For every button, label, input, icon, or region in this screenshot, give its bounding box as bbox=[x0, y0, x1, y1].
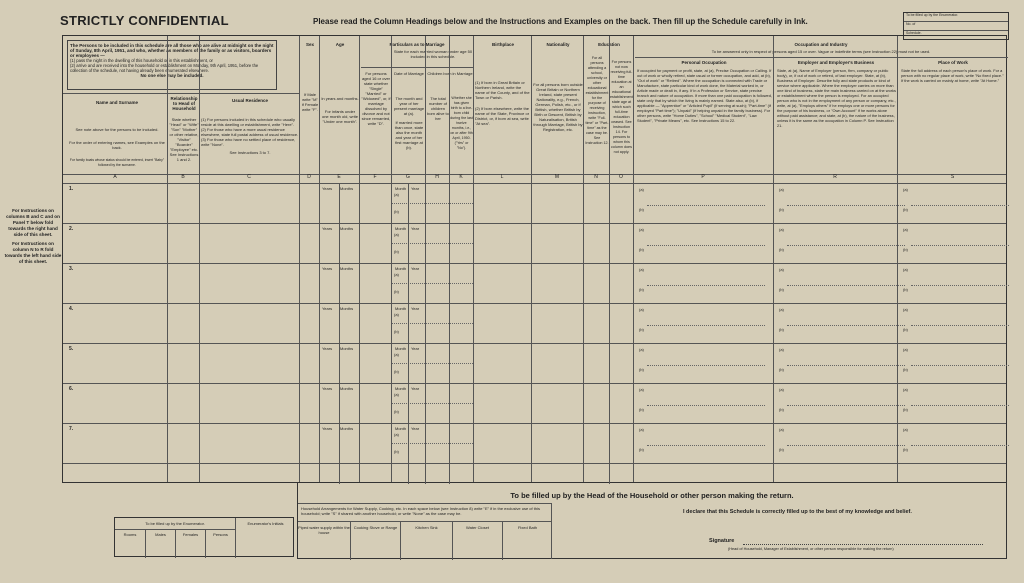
column-divider bbox=[473, 36, 474, 482]
occupation-a-label: (a) bbox=[779, 187, 784, 192]
personal-occupation-note: If occupied for payment or profit, state, at (a), Precise Occupation or Calling. If out of work or wholly retired, state usual or former occupation, and add, at (b), "Out of work" or "Retired". Where the occupation is connected with Trade or Manufacture, state particular kind of work done, the Material worked in, or Article made or dealt in, if any. If in a Profession or Service, state precise branch and nature of occupation. If more than one paid occupation is followed, state only that by which the living is mainly earned. State also, at (b), if applicable — "Apprentice" or "Articled Pupil" (if serving at such); "Part-time" (if employed "Part time"); "Unpaid" (if helping unpaid in the family business). For other persons, write "Home Duties", "School" "Medical Student", "Law Student", "Private Means", etc. See Instructions 15 to 22. bbox=[637, 68, 772, 123]
row-number: 3. bbox=[69, 266, 74, 272]
birthplace-note bbox=[475, 80, 531, 126]
age-years-label: Years bbox=[322, 266, 333, 271]
entry-dotted-line[interactable] bbox=[647, 245, 765, 246]
persons-rule-3: No one else may be included. bbox=[140, 73, 204, 78]
row-number: 5. bbox=[69, 346, 74, 352]
marriage-year-label: Year bbox=[411, 266, 420, 271]
occupation-b-label: (b) bbox=[903, 207, 908, 212]
birthplace-heading: Birthplace bbox=[491, 42, 514, 47]
marriage-row-split bbox=[391, 203, 473, 204]
schedule-table bbox=[62, 35, 1007, 483]
employer-note: State, at (a), Name of Employer (person, firm, company or public body), or, if out of work or retired, of last employer. State, at (b), Business of Employer. Describe fully and state products or kind of service where applicable. Where the employer carries on more than one kind of business, state the main business carried on at the works or establishment where the person is employed. For an occupied person who is not in the employment of any person or company, etc., write, at (a), "Employs others" if he employs one or more persons for the purpose of his business, or "Own Account" if he works alone without paid assistance; and state, at (b), the nature of the business, unless it is the same as the occupation in Column P. See Instruction 21. bbox=[777, 68, 896, 128]
sub-column-divider bbox=[408, 183, 409, 484]
marriage-month-label: Month bbox=[395, 386, 407, 391]
sex-heading: Sex bbox=[305, 42, 314, 47]
sub-column-divider bbox=[449, 56, 450, 484]
enumerator-box-line: No. of bbox=[904, 22, 1008, 31]
children-whether: Whether she has given birth to a live-born child during the last twelve months, i.e., on or after 9th April, 1950. ("Yes" or "No"). bbox=[450, 96, 473, 150]
occupation-a-label: (a) bbox=[903, 187, 908, 192]
education-n-note: For all persons attending a school, university or other educational establishment for the purpose of receiving instruction, write "Full-time" or "Part-time" as the case may be. See Instruction 12. bbox=[585, 56, 609, 145]
age-note-2: For infants under one month old, write "Under one month". bbox=[321, 109, 359, 124]
marriage-year-label: Year bbox=[411, 306, 420, 311]
age-months-label: Months bbox=[340, 226, 354, 231]
fold-note-2: For Instructions on column N to R fold towards the left hand side of this sheet. bbox=[4, 241, 62, 264]
entry-dotted-line[interactable] bbox=[911, 205, 1009, 206]
column-letter-n: N bbox=[594, 174, 598, 180]
marriage-month-label: Month bbox=[395, 346, 407, 351]
occupation-a-label: (a) bbox=[903, 267, 908, 272]
occupation-b-label: (b) bbox=[903, 247, 908, 252]
enumerator-box-line: Schedule. bbox=[906, 31, 922, 35]
relationship-header bbox=[169, 96, 199, 162]
letter-rule bbox=[63, 183, 1006, 184]
persons-included-box bbox=[67, 40, 277, 90]
entry-dotted-line[interactable] bbox=[911, 365, 1009, 366]
age-years-label: Years bbox=[322, 386, 333, 391]
occupation-b-label: (b) bbox=[779, 207, 784, 212]
fold-instructions bbox=[4, 208, 62, 268]
usual-residence-header bbox=[201, 98, 299, 155]
age-note bbox=[321, 96, 359, 124]
column-divider bbox=[359, 36, 360, 482]
entry-dotted-line[interactable] bbox=[647, 365, 765, 366]
marriage-year-label: Year bbox=[411, 346, 420, 351]
occupation-b-label: (b) bbox=[779, 367, 784, 372]
column-letter-s: S bbox=[950, 174, 955, 180]
nationality-note: For all persons born outside Great Britain or Northern Ireland, state present Nationality, e.g., French, German, Polish, etc., or if British, whether British by Birth or Descent, British by Naturalisation, British through Marriage, British by Registration, etc. bbox=[533, 82, 583, 132]
usual-note-3: (3) For those who have no settled place of residence, write "None". bbox=[201, 137, 296, 147]
occupation-a-label: (a) bbox=[779, 427, 784, 432]
education-heading: Education bbox=[598, 42, 620, 47]
enumerator-title: To be filled up by the Enumerator. bbox=[145, 521, 205, 526]
column-divider bbox=[391, 36, 392, 482]
date-note-2: If married more than once, state also the month and year of her first marriage at (b). bbox=[394, 120, 424, 150]
birthplace-note-1: (1) If born in Great Britain or Northern Ireland, write the name of the County, and of the Town or Parish. bbox=[475, 80, 530, 100]
enum-females[interactable]: Females bbox=[175, 530, 205, 558]
column-divider bbox=[633, 36, 634, 482]
marriage-month-label: Month bbox=[395, 306, 407, 311]
age-months-label: Months bbox=[340, 306, 354, 311]
household-arrangements bbox=[298, 503, 552, 559]
relationship-heading: Relationship to Head of Household bbox=[170, 96, 198, 111]
column-divider bbox=[583, 36, 584, 482]
occupation-a-label: (a) bbox=[903, 307, 908, 312]
row-divider bbox=[63, 423, 1006, 424]
column-letter-p: P bbox=[701, 174, 705, 180]
occupation-b-label: (b) bbox=[779, 327, 784, 332]
occupation-b-label: (b) bbox=[903, 407, 908, 412]
age-years-label: Years bbox=[322, 346, 333, 351]
age-months-label: Months bbox=[340, 186, 354, 191]
row-number: 7. bbox=[69, 426, 74, 432]
occupation-a-label: (a) bbox=[779, 307, 784, 312]
marriage-b-label: (b) bbox=[394, 289, 399, 294]
children-total: The total number of children born alive to her bbox=[427, 96, 449, 121]
page-title: STRICTLY CONFIDENTIAL bbox=[60, 13, 229, 28]
row-number: 4. bbox=[69, 306, 74, 312]
usual-note-1: (1) For persons included in this schedule who usually reside at this dwelling or establishment, write "Here". bbox=[201, 117, 296, 127]
age-months-label: Months bbox=[340, 386, 354, 391]
row-divider bbox=[63, 303, 1006, 304]
entry-dotted-line[interactable] bbox=[647, 445, 765, 446]
marriage-year-label: Year bbox=[411, 426, 420, 431]
persons-rule bbox=[63, 93, 299, 94]
date-note-1: The month and year of her present marriage at (a). bbox=[393, 96, 425, 116]
occupation-a-label: (a) bbox=[779, 267, 784, 272]
column-letter-o: O bbox=[619, 174, 623, 180]
age-months-label: Months bbox=[340, 426, 354, 431]
marriage-a-label: (a) bbox=[394, 352, 399, 357]
occupation-b-label: (b) bbox=[779, 447, 784, 452]
facility-cooking[interactable]: Cooking Stove or Range bbox=[350, 521, 400, 560]
place-of-work-heading: Place of Work bbox=[938, 60, 968, 65]
instruction-text: Please read the Column Headings below and the Instructions and Examples on the back. Then fill up the Schedule carefully in Ink. bbox=[313, 17, 808, 26]
marriage-year-label: Year bbox=[411, 386, 420, 391]
occupation-a-label: (a) bbox=[639, 427, 644, 432]
entry-dotted-line[interactable] bbox=[647, 325, 765, 326]
row-number: 6. bbox=[69, 386, 74, 392]
marriage-a-label: (a) bbox=[394, 432, 399, 437]
marriage-row-split bbox=[391, 323, 473, 324]
column-divider bbox=[299, 36, 300, 482]
occupation-sub: To be answered only in respect of persons aged 15 or over. Vague or indefinite terms (see Instruction 22) must not be used. bbox=[711, 49, 931, 54]
column-divider bbox=[897, 36, 898, 482]
column-letter-d: D bbox=[307, 174, 311, 180]
declaration: I declare that this Schedule is correctly filled up to the best of my knowledge and belief. bbox=[683, 509, 912, 515]
occupation-b-label: (b) bbox=[639, 287, 644, 292]
marriage-b-label: (b) bbox=[394, 329, 399, 334]
entry-dotted-line[interactable] bbox=[787, 325, 905, 326]
household-title: Household Arrangements for Water Supply, Cooking, etc. In each space below (see Instruction 8) write "E" if in the exclusive use of this household; write "S" if shared with another household; or write "None" as the case may be. bbox=[301, 506, 540, 516]
children-heading: Children born in Marriage bbox=[427, 71, 473, 76]
row-divider bbox=[63, 263, 1006, 264]
marriage-a-label: (a) bbox=[394, 312, 399, 317]
column-letter-b: B bbox=[181, 174, 185, 180]
marriage-a-label: (a) bbox=[394, 232, 399, 237]
signature-line[interactable] bbox=[743, 544, 983, 545]
occupation-b-label: (b) bbox=[779, 247, 784, 252]
occupation-b-label: (b) bbox=[639, 367, 644, 372]
occupation-b-label: (b) bbox=[639, 247, 644, 252]
marriage-row-split bbox=[391, 363, 473, 364]
sub-column-divider bbox=[609, 56, 610, 484]
marriage-a-label: (a) bbox=[394, 192, 399, 197]
enum-males[interactable]: Males bbox=[145, 530, 175, 558]
sex-note: If Male write "M" if Female write "F". bbox=[301, 92, 319, 112]
name-header bbox=[67, 100, 167, 168]
marriage-a-label: (a) bbox=[394, 392, 399, 397]
birthplace-note-2: (2) If born elsewhere, write the name of the State, Province or District, or, if born at sea, write "At sea". bbox=[475, 106, 530, 126]
entry-dotted-line[interactable] bbox=[787, 205, 905, 206]
occupation-a-label: (a) bbox=[639, 187, 644, 192]
personal-occupation-heading: Personal Occupation bbox=[681, 60, 727, 65]
marriage-row-split bbox=[391, 283, 473, 284]
facility-sink[interactable]: Kitchen Sink bbox=[400, 521, 452, 560]
entry-dotted-line[interactable] bbox=[911, 445, 1009, 446]
marriage-year-label: Year bbox=[411, 186, 420, 191]
row-divider bbox=[63, 383, 1006, 384]
entry-dotted-line[interactable] bbox=[647, 205, 765, 206]
column-letter-f: F bbox=[373, 174, 377, 180]
signature-note: (Head of Household, Manager of Establishment, or other person responsible for making the return) bbox=[728, 547, 894, 551]
marriage-row-split bbox=[391, 243, 473, 244]
occupation-b-label: (b) bbox=[639, 207, 644, 212]
enumerator-panel bbox=[114, 517, 294, 557]
entry-dotted-line[interactable] bbox=[787, 245, 905, 246]
entry-dotted-line[interactable] bbox=[911, 325, 1009, 326]
marriage-b-label: (b) bbox=[394, 409, 399, 414]
occupation-a-label: (a) bbox=[639, 267, 644, 272]
occupation-a-label: (a) bbox=[779, 227, 784, 232]
occupation-b-label: (b) bbox=[903, 367, 908, 372]
entry-dotted-line[interactable] bbox=[787, 405, 905, 406]
facility-bath[interactable]: Fixed Bath bbox=[502, 521, 552, 560]
marriage-month-label: Month bbox=[395, 186, 407, 191]
column-letter-m: M bbox=[554, 174, 560, 180]
column-letter-c: C bbox=[247, 174, 251, 180]
entry-dotted-line[interactable] bbox=[911, 245, 1009, 246]
bottom-heading: To be filled up by the Head of the Household or other person making the return. bbox=[510, 491, 794, 500]
enum-rooms[interactable]: Rooms bbox=[123, 532, 137, 537]
column-divider bbox=[199, 36, 200, 482]
relationship-note: State whether "Head" or "Wife" "Son" "Mother" or other relative, "Visitor" "Boarder" "Employee" etc. See Instructions 1 and 2. bbox=[169, 117, 199, 162]
occupation-a-label: (a) bbox=[639, 347, 644, 352]
row-divider bbox=[63, 223, 1006, 224]
occupation-b-label: (b) bbox=[779, 287, 784, 292]
marriage-rule bbox=[361, 67, 473, 68]
column-letter-r: R bbox=[833, 174, 837, 180]
column-letter-k: K bbox=[459, 174, 463, 180]
occupation-b-label: (b) bbox=[903, 447, 908, 452]
marriage-b-label: (b) bbox=[394, 249, 399, 254]
marriage-b-label: (b) bbox=[394, 369, 399, 374]
enum-initials[interactable]: Enumerator's Initials bbox=[235, 518, 295, 558]
marriage-year-label: Year bbox=[411, 226, 420, 231]
marriage-row-split bbox=[391, 443, 473, 444]
education-o-note: For persons not now receiving full-time education at an educational establishment, state age at which such full-time education ceased. See Instruction 14. For persons to whom this column does not apply. bbox=[610, 60, 634, 154]
occupation-a-label: (a) bbox=[903, 427, 908, 432]
entry-dotted-line[interactable] bbox=[911, 285, 1009, 286]
occupation-b-label: (b) bbox=[903, 327, 908, 332]
occupation-a-label: (a) bbox=[779, 387, 784, 392]
head-of-household-panel bbox=[297, 483, 1007, 559]
entry-dotted-line[interactable] bbox=[787, 365, 905, 366]
occupation-b-label: (b) bbox=[639, 327, 644, 332]
occupation-a-label: (a) bbox=[903, 387, 908, 392]
occupation-a-label: (a) bbox=[903, 347, 908, 352]
persons-heading: The Persons to be included in this schedule are all those who are alive at midnight on the night of Sunday, 8th April, 1951, and who, whether as members of the family or as visitors, boarders or employees — bbox=[70, 43, 274, 58]
occupation-a-label: (a) bbox=[903, 227, 908, 232]
facility-water[interactable]: Piped water supply within the house bbox=[298, 521, 350, 560]
row-number: 1. bbox=[69, 186, 74, 192]
age-months-label: Months bbox=[340, 266, 354, 271]
place-of-work-note: State the full address of each person's place of work. For a person with no regular place of work, write "No fixed place." If the work is carried on mainly at home, write "At Home." bbox=[901, 68, 1004, 83]
column-divider bbox=[531, 36, 532, 482]
entry-dotted-line[interactable] bbox=[787, 445, 905, 446]
occupation-a-label: (a) bbox=[639, 307, 644, 312]
persons-rule-1: (1) pass the night in the dwelling of this household or in this establishment, or bbox=[70, 58, 213, 63]
usual-note-2: (2) For those who have a more usual residence elsewhere, state full postal address of usual residence. bbox=[201, 127, 299, 137]
age-years-label: Years bbox=[322, 426, 333, 431]
occupation-b-label: (b) bbox=[903, 287, 908, 292]
entry-dotted-line[interactable] bbox=[647, 285, 765, 286]
column-letter-l: L bbox=[500, 174, 504, 180]
age-years-label: Years bbox=[322, 306, 333, 311]
name-heading: Name and Surname bbox=[95, 100, 138, 105]
employer-heading: Employer and Employer's Business bbox=[797, 60, 875, 65]
row-divider bbox=[63, 343, 1006, 344]
name-small: For family boats whose status should be entered, insert "Baby" followed by the surname. bbox=[69, 158, 165, 167]
marriage-month-label: Month bbox=[395, 226, 407, 231]
sub-column-divider bbox=[425, 67, 426, 484]
facility-wc[interactable]: Water Closet bbox=[452, 521, 502, 560]
enum-persons[interactable]: Persons bbox=[205, 530, 235, 558]
marriage-heading: Particulars as to Marriage bbox=[389, 42, 445, 47]
column-letter-g: G bbox=[406, 174, 410, 180]
signature-label: Signature bbox=[709, 538, 735, 544]
row-number: 2. bbox=[69, 226, 74, 232]
age-years-label: Years bbox=[322, 186, 333, 191]
column-letter-e: E bbox=[337, 174, 341, 180]
enumerator-box-line: To be filled up by the Enumerator. bbox=[904, 13, 1008, 22]
column-divider bbox=[773, 36, 774, 482]
name-note: See note above for the persons to be included. bbox=[75, 127, 159, 132]
age-note-1: In years and months. bbox=[321, 96, 359, 101]
column-divider bbox=[167, 36, 168, 482]
age-months-label: Months bbox=[340, 346, 354, 351]
column-letter-a: A bbox=[113, 174, 117, 180]
entry-dotted-line[interactable] bbox=[647, 405, 765, 406]
marriage-b-label: (b) bbox=[394, 209, 399, 214]
entry-dotted-line[interactable] bbox=[787, 285, 905, 286]
marital-note: For persons aged 16 or over state whether "Single" "Married" or "Widowed", or, if marriage dissolved by divorce and not since remarried, write "D". bbox=[361, 71, 391, 126]
occupation-b-label: (b) bbox=[639, 447, 644, 452]
entry-dotted-line[interactable] bbox=[911, 405, 1009, 406]
usual-heading: Usual Residence bbox=[231, 98, 268, 103]
occupation-b-label: (b) bbox=[779, 407, 784, 412]
marriage-b-label: (b) bbox=[394, 449, 399, 454]
occupation-a-label: (a) bbox=[779, 347, 784, 352]
name-order: For the order of entering names, see Examples on the back. bbox=[69, 140, 165, 150]
nationality-heading: Nationality bbox=[546, 42, 570, 47]
date-heading: Date of Marriage bbox=[394, 71, 424, 76]
occupation-a-label: (a) bbox=[639, 227, 644, 232]
marriage-month-label: Month bbox=[395, 426, 407, 431]
marriage-a-label: (a) bbox=[394, 272, 399, 277]
row-divider bbox=[63, 463, 1006, 464]
marriage-sub: State for each married woman under age 50 included in this schedule. bbox=[393, 49, 473, 59]
persons-rule-2: (2) arrive and are received into the household or establishment on Monday, 9th April, 1951, before the collection of the schedule, not having already been enumerated elsewhere. bbox=[70, 63, 259, 73]
occupation-heading: Occupation and Industry bbox=[794, 42, 848, 47]
occupation-rule bbox=[635, 57, 1008, 58]
occupation-a-label: (a) bbox=[639, 387, 644, 392]
usual-note-4: See Instructions 3 to 7. bbox=[229, 150, 271, 155]
occupation-b-label: (b) bbox=[639, 407, 644, 412]
column-divider bbox=[319, 36, 320, 482]
marriage-row-split bbox=[391, 403, 473, 404]
age-years-label: Years bbox=[322, 226, 333, 231]
column-letter-h: H bbox=[435, 174, 439, 180]
marriage-month-label: Month bbox=[395, 266, 407, 271]
age-heading: Age bbox=[335, 42, 345, 47]
date-marriage-header bbox=[393, 71, 425, 150]
fold-note-1: For Instructions on columns B and C and on Panel T below fold towards the right hand side of this sheet. bbox=[6, 208, 60, 237]
